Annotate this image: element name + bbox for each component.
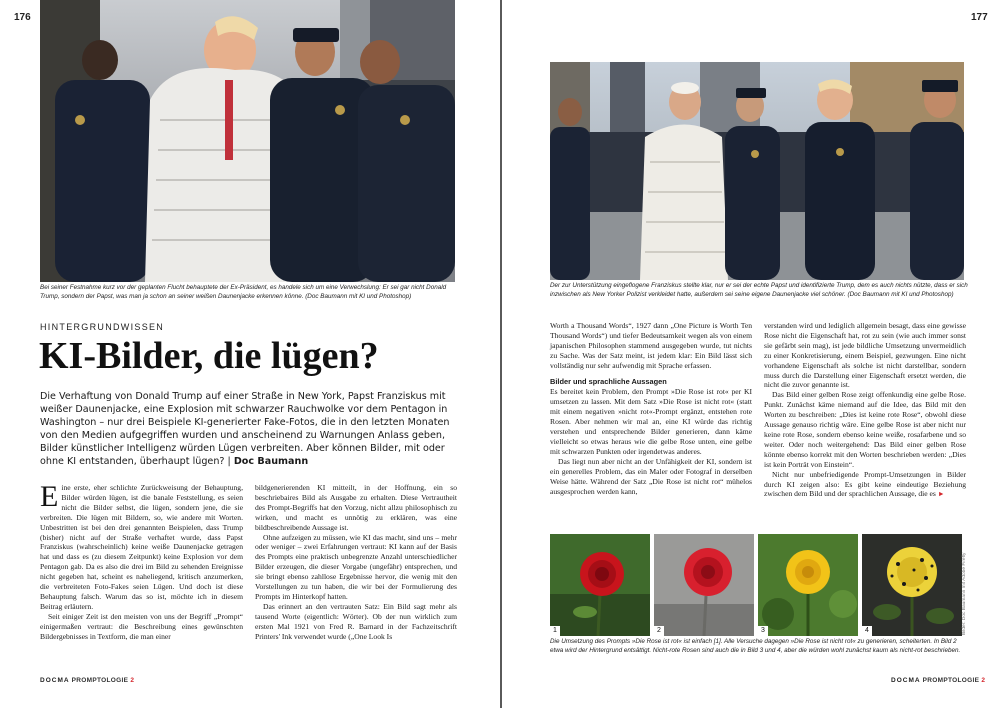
footer-label: PROMPTOLOGIE: [71, 677, 129, 684]
pope-police-photo: [550, 62, 964, 280]
rose-image-credit: [962, 535, 972, 635]
rose-credit-text: Bilder: Doc Baumann mit Adobe Firefly: [962, 552, 967, 635]
continue-arrow-icon: ►: [937, 490, 945, 499]
rose-photo-2: [654, 534, 754, 636]
page-number-right: 177: [971, 12, 988, 23]
rose-number-4: 4: [862, 626, 872, 636]
drop-cap: E: [40, 480, 59, 513]
byline: Doc Baumann: [233, 456, 309, 467]
right-col2-para-3: Nicht nur unbefriedigende Prompt-Umsetzungen in Bilder durch KI zeigen also: Es gibt keine eindeutige Beziehung zwischen dem Bild und der sprachlichen Aussage, die es: [764, 469, 966, 499]
left-column-1: [40, 480, 243, 642]
footer-brand: DOCMA: [40, 677, 70, 684]
footer-brand: DOCMA: [891, 677, 921, 684]
right-photo-caption: Der zur Unterstützung eingeflogene Franziskus stellte klar, nur er sei der echte Papst und identifizierte Trump, dem es auch nichts nützte, dass er sich inzwischen als New Yorker Polizist verkleidet hatte, außerdem sei seine eigene Daunenjacke viel schöner. (Doc Baumann mit KI und Photoshop): [550, 282, 968, 298]
rose-photo-4: [862, 534, 962, 636]
footer-issue-number: 2: [981, 677, 986, 684]
section-kicker: HINTERGRUNDWISSEN: [40, 322, 165, 332]
rose-photo-1: [550, 534, 650, 636]
rose-number-3: 3: [758, 626, 768, 636]
right-column-1: [550, 321, 752, 496]
right-col1-para-1: Worth a Thousand Words“, 1927 dann „One Picture is Worth Ten Thousand Words“) und tiefer Bedeutsamkeit wegen als von einem japanischen Philosophen stammend ausgegeben wurde, tut nichts zu Sache. Was der Satz meint, ist jedem klar: Ein Bild lässt sich vollständig nur sehr aufwendig mit Sprache erfassen.: [550, 321, 752, 370]
left-column-2: [255, 483, 457, 642]
right-col2-para-1: verstanden wird und lediglich allgemein besagt, dass eine gewisse Rose nicht die Eigenschaft hat, rot zu sein (wie auch immer sonst sie gefärbt sein mag), ist jede bildliche Umsetzung unvermeidlich zu einer Konkretisierung, einem Beispiel, gezwungen. Eine nicht vorhandene Eigenschaft als solche ist nicht darstellbar, sondern muss durch die Darstellung einer Eigenschaft ersetzt werden, die nicht die zuvor genannte ist.: [764, 321, 966, 390]
right-col1-para-2: Es bereitet kein Problem, den Prompt »Die Rose ist rot« per KI umsetzen zu lassen. Mit dem Satz »Die Rose ist nicht rot« (statt mit einem negativen »nicht rot«-Prompt ergänzt, entstehen rote Rosen. Aber nehmen wir mal an, eine KI würde das richtig verstehen und entsprechende Bilder generieren, dann käme vielleicht so etwas heraus wie die gelbe Rose unten, eine gelbe mit schwarzen Punkten oder irgendetwas anderes.: [550, 387, 752, 456]
article-lead: [40, 390, 455, 468]
left-col2-para-1: bildgenerierenden KI mitteilt, in der Hoffnung, ein so beschriebaires Bild als Ausgabe zu erhalten. Diese Vertrautheit des Prompt-Begriffs hat den Vorzug, nicht allzu philosophisch zu wirken, und macht es unnötig zu erklären, was eine bildbeschreibende Aussage ist.: [255, 483, 457, 532]
left-footer: [40, 677, 134, 684]
subheading: Bilder und sprachliche Aussagen: [550, 376, 667, 386]
rose-photo-3: [758, 534, 858, 636]
right-col1-para-3: Das liegt nun aber nicht an der Unfähigkeit der KI, sondern ist ein generelles Problem, das ein Maler oder Fotograf in derselben Weise hätte. Während der Satz „Die Rose ist nicht rot“ mühelos ausgesprochen werden kann,: [550, 456, 752, 496]
left-col2-para-2: Ohne aufzeigen zu müssen, wie KI das macht, sind uns – mehr oder weniger – zwei Erfahrungen vertraut: KI kann auf der Basis des Prompts eine praktisch unbegrenzte Anzahl unterschiedlicher Bilder erzeugen, die dieser Vorgabe (ungefähr) entsprechen, und sie bringt ebenso zahllose Ergebnisse hervor, die wenig mit den Vorstellungen zu tun haben, die wir bei der Formulierung des Prompts im Hinterkopf hatten.: [255, 532, 457, 601]
right-page: [502, 0, 1000, 708]
article-headline: KI-Bilder, die lügen?: [39, 335, 379, 377]
footer-label: PROMPTOLOGIE: [922, 677, 980, 684]
right-col2-para-2: Das Bild einer gelben Rose zeigt offenkundig eine gelbe Rose. Punkt. Zunächst käme niemand auf die Idee, das Bild mit den Worten zu beschreiben: „Dies ist keine rote Rose“, obwohl diese Aussage genauso richtig wäre. Eine gelbe Rose ist aber nicht nur keine rote Rose, sondern ebenso keine weiße, rosafarbene und so weiter. Oder noch weitergehend: Das Bild einer gelben Rose könnte ebenso korrekt mit den Worten beschrieben werden: „Dies ist kein Porträt von Einstein“.: [764, 390, 966, 469]
lead-text: Die Verhaftung von Donald Trump auf einer Straße in New York, Papst Franziskus mit weißer Daunenjacke, eine Explosion mit schwarzer Rauchwolke vor dem Pentagon in Washington – nur drei Beispiele KI-generierter Fake-Fotos, die in den letzten Monaten von den Medien aufgegriffen wurden und anscheinend zu Warnungen Anlass geben, Bilder künstlicher Intelligenz würden Lügen verbreiten. Aber können Bilder, mit oder ohne KI entstanden, überhaupt lügen? |: [40, 391, 450, 467]
left-col2-para-3: Das erinnert an den vertrauten Satz: Ein Bild sagt mehr als tausend Worte (eigentlich: Wörter). Ob der nun wirklich zum ersten Mal 1921 von Fred R. Barnard in der Fachzeitschrift Printers' Ink verwendet wurde („One Look Is: [255, 601, 457, 641]
rose-caption: Die Umsetzung des Prompts »Die Rose ist rot« ist einfach [1]. Alle Versuche dagegen »Die Rose ist nicht rot« zu generieren, scheiterten. In Bild 2 etwa wird der Hintergrund entsättigt. Nicht-rote Rosen sind auch die in Bild 3 und 4, aber die würden wohl zunächst kaum als nicht-rot beschrieben.: [550, 638, 961, 654]
page-number-left: 176: [14, 12, 31, 23]
trump-arrest-photo: [40, 0, 455, 282]
left-photo-caption: Bei seiner Festnahme kurz vor der geplanten Flucht behauptete der Ex-Präsident, es handele sich um eine Verwechslung: Er sei gar nicht Donald Trump, sondern der Papst, was man ja schon an seiner weißen Daunenjacke erkennen könne. (Doc Baumann mit KI und Photoshop): [40, 284, 447, 300]
right-column-2: [764, 321, 966, 500]
rose-number-2: 2: [654, 626, 664, 636]
left-col1-para-2: Seit einiger Zeit ist den meisten von uns der Begriff „Prompt“ einigermaßen vertraut: die Beschreibung eines gewünschten Bildergebnisses in Textform, die man einer: [40, 611, 243, 641]
rose-number-1: 1: [550, 626, 560, 636]
footer-issue-number: 2: [130, 677, 135, 684]
left-col1-para-1: ine erste, eher schlichte Zurückweisung der Behauptung, Bilder würden lügen, ist die banale Feststellung, es seien nicht die Bilder selbst, die lügen, sondern jene, die sie verbreiten. Die lügen mit Bildern, so, wie andere mit Worten. Unbestritten ist bei den drei genannten Beispielen, dass Trump (bisher) nicht auf der Straße verhaftet wurde, dass Papst Franziskus (wahrscheinlich) keine weiße Daunenjacke getragen hat und dass es (zu diesem Zeitpunkt) keine Explosion vor dem Pentagon gab. Da es also die drei im Bild zu sehenden Ereignisse nicht gegeben hat, scheint es naheliegend, kritisch anzumerken, die verbreiteten Foto-Fakes seien Lügen. Und doch ist diese Behauptung falsch. Warum das so ist, möchte ich in diesem Beitrag erläutern.: [40, 483, 243, 611]
right-footer: [891, 677, 985, 684]
